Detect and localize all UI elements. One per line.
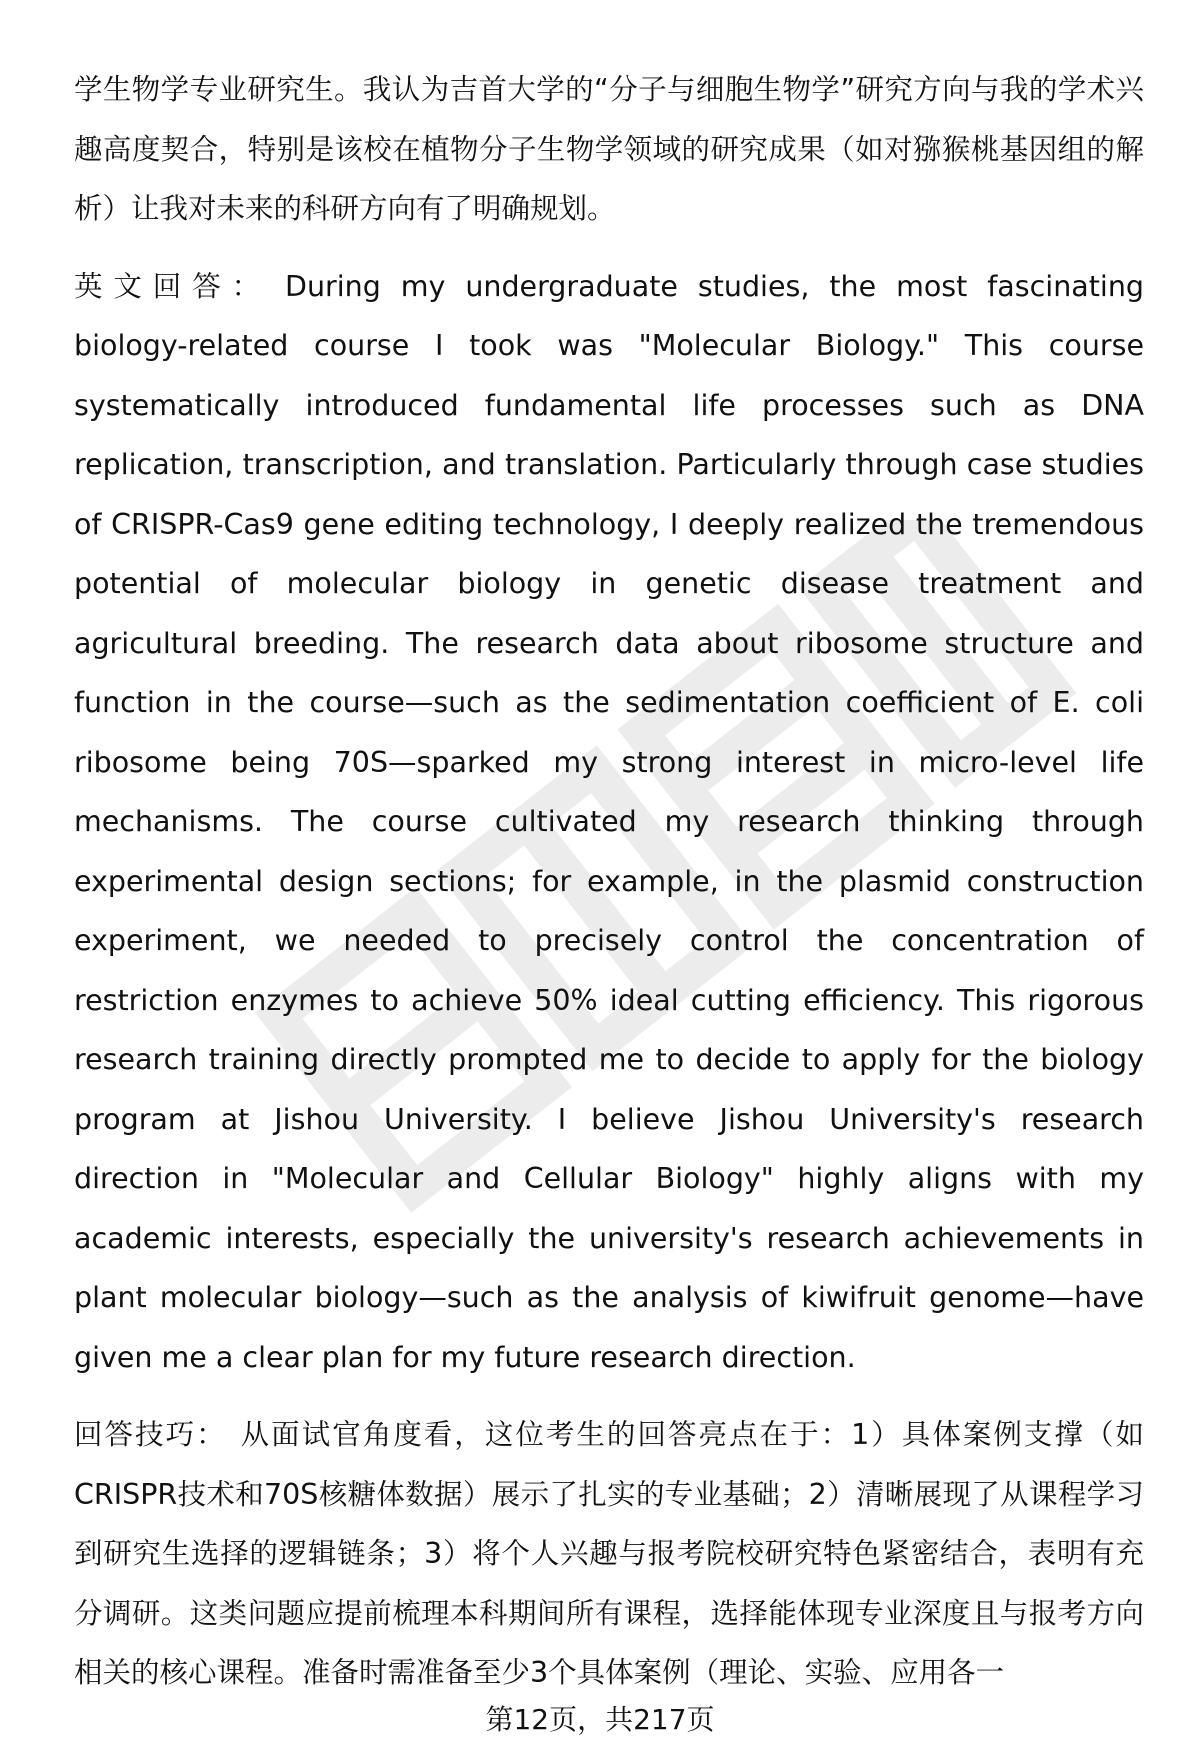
english-answer-label: 英文回答：: [74, 269, 271, 303]
chinese-answer-continuation: [74, 60, 1144, 239]
main-content: [74, 60, 1144, 1721]
page-footer: [0, 1700, 1200, 1740]
answer-tips-label: 回答技巧：: [74, 1418, 227, 1451]
answer-tips-paragraph: [74, 1405, 1144, 1703]
english-answer-text: During my undergraduate studies, the most fascinating biology-related course I took was "Molecular Biology." This course systematically introduced fundamental life processes such as DNA replication, transcription, and translation. Particularly through case studies of CRISPR-Cas9 gene editing technology, I deeply realized the tremendous potential of molecular biology in genetic disease treatment and agricultural breeding. The research data about ribosome structure and function in the course—such as the sedimentation coefficient of E. coli ribosome being 70S—sparked my strong interest in micro-level life mechanisms. The course cultivated my research thinking through experimental design sections; for example, in the plasmid construction experiment, we needed to precisely control the concentration of restriction enzymes to achieve 50% ideal cutting efficiency. This rigorous research training directly prompted me to decide to apply for the biology program at Jishou University. I believe Jishou University's research direction in "Molecular and Cellular Biology" highly aligns with my academic interests, especially the university's research achievements in plant molecular biology—such as the analysis of kiwifruit genome—have given me a clear plan for my future research direction.: [74, 269, 1144, 1374]
page-indicator: 第12页，共217页: [485, 1703, 715, 1736]
english-answer-paragraph: [74, 257, 1144, 1388]
chinese-answer-text: 学生物学专业研究生。我认为吉首大学的“分子与细胞生物学”研究方向与我的学术兴趣高度契合，特别是该校在植物分子生物学领域的研究成果（如对猕猴桃基因组的解析）让我对未来的科研方向有了明确规划。: [74, 73, 1144, 225]
answer-tips-text: 从面试官角度看，这位考生的回答亮点在于：1）具体案例支撑（如CRISPR技术和70S核糖体数据）展示了扎实的专业基础；2）清晰展现了从课程学习到研究生选择的逻辑链条；3）将个人兴趣与报考院校研究特色紧密结合，表明有充分调研。这类问题应提前梳理本科期间所有课程，选择能体现专业深度且与报考方向相关的核心课程。准备时需准备至少3个具体案例（理论、实验、应用各一: [74, 1418, 1144, 1689]
